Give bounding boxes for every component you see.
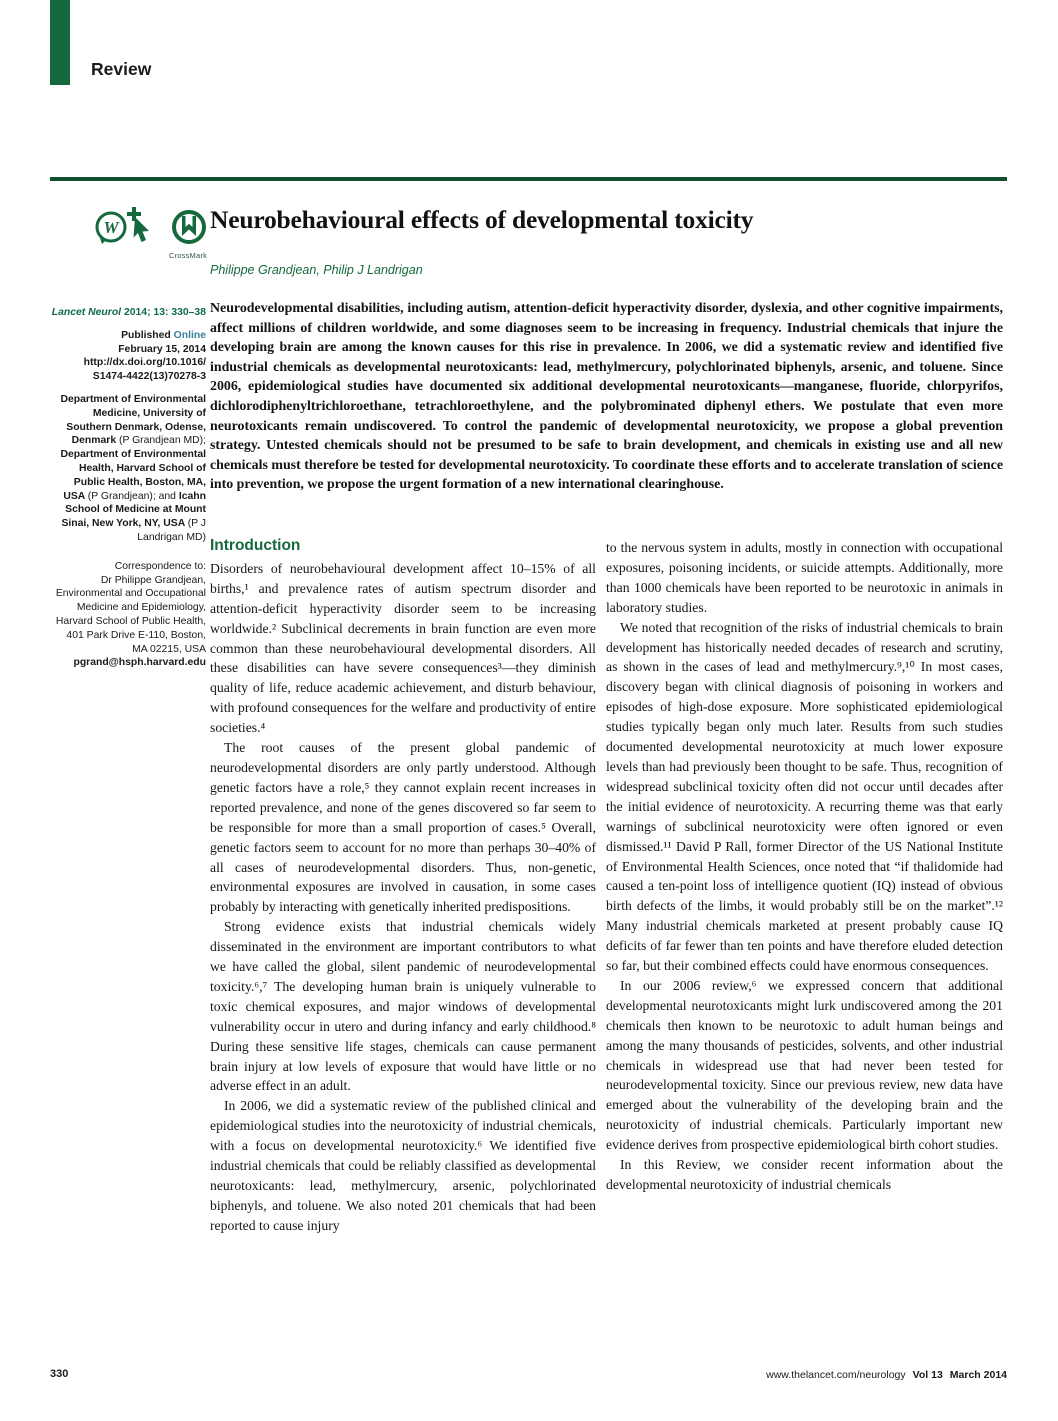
body-column-2 [606,538,1003,1195]
section-color-bar [50,0,70,85]
journal-citation [50,306,206,320]
affiliation-2: Department of Environmental Health, Harvard School of Public Health, Boston, MA, USA [60,449,206,502]
intro-paragraph: to the nervous system in adults, mostly in connection with occupational exposures, poisoning incidents, or suicide attempts. Additionally, more than 1000 chemicals have been reported to be neurotoxic in animals in laboratory studies. [606,540,1003,615]
doi-line-2[interactable]: S1474-4422(13)70278-3 [92,371,206,383]
affiliation-1-author: (P Grandjean MD); [118,435,206,447]
intro-paragraph: Strong evidence exists that industrial chemicals widely disseminated in the environment are important contributors to what we have called the global, silent pandemic of neurodevelopmental toxicity.⁶,⁷ The developing human brain is uniquely vulnerable to toxic chemical exposures, and major windows of developmental vulnerability occur in utero and during infancy and early childhood.⁸ During these sensitive life stages, chemicals can cause permanent brain injury at low levels of exposure that would have little or no adverse effect in an adult. [210,919,596,1094]
intro-paragraph: We noted that recognition of the risks of industrial chemicals to brain development has historically needed decades of research and scrutiny, as shown in the cases of lead and methylmercury.⁹,¹⁰ In most cases, discovery began with clinical diagnosis of poisoning in workers and episodes of high-dose exposure. More sophisticated epidemiological studies typically began only much later. Results from such studies documented developmental neurotoxicity at much lower exposure levels than had previously been thought to be safe. Thus, recognition of widespread subclinical toxicity often did not occur until decades after the initial evidence of neurotoxicity. A recurring theme was that early warnings of subclinical neurotoxicity were often ignored or even dismissed.¹¹ David P Rall, former Director of the US National Institute of Environmental Health Sciences, once noted that “if thalidomide had caused a ten-point loss of intelligence quotient (IQ) instead of obvious birth defects of the limbs, it would probably still be on the market”.¹² Many industrial chemicals marketed at present probably cause IQ deficits of far fewer than ten points and have therefore eluded detection so far, but their combined effects could have enormous consequences. [606,619,1003,974]
citation-journal-name: Lancet Neurol [51,307,122,318]
plus-icon [127,207,141,221]
cursor-arrow-icon [134,217,150,242]
intro-paragraph: Disorders of neurobehavioural development affect 10–15% of all births,¹ and prevalence rates of autism spectrum disorder and attention-deficit hyperactivity disorder seem to be increasing worldwide.² Subclinical decrements in brain function are even more common than these neurobehavioural developmental disorders. All these disabilities can have severe consequences³—they diminish quality of life, reduce academic achievement, and disturb behaviour, with profound consequences for the welfare and productivity of entire societies.⁴ [210,560,596,736]
title-divider-rule [50,177,1007,181]
affiliation-3-author: (P J Landrigan MD) [137,518,206,543]
intro-paragraph: In 2006, we did a systematic review of the published clinical and epidemiological studies into the neurotoxicity of industrial chemicals, with a focus on developmental neurotoxicity.⁶ We identified five industrial chemicals that could be reliably classified as developmental neurotoxicants: lead, methylmercury, arsenic, polychlorinated biphenyls, and toluene. We also noted 201 chemicals that had been reported to cause injury [210,1098,596,1233]
footer-journal-info [766,1369,1007,1381]
article-authors: Philippe Grandjean, Philip J Landrigan [210,263,423,277]
header-logos [92,201,208,263]
web-extra-icon [97,213,125,244]
correspondence-block [50,560,206,670]
published-line [50,329,206,343]
crossmark-label: CrossMark [168,251,208,260]
journal-url[interactable]: www.thelancet.com/neurology [766,1369,906,1381]
intro-paragraph: The root causes of the present global pandemic of neurodevelopmental disorders are only partly understood. Although genetic factors have a role,⁵ they cannot explain recent increases in reported prevalence, and none of the genes discovered so far seem to be responsible for more than a small proportion of cases.⁵ Overall, genetic factors seem to account for no more than perhaps 30–40% of all cases of neurodevelopmental disorders. Thus, non-genetic, environmental exposures are involved in causation, in some cases probably by interacting with genetically inherited predispositions. [210,740,596,915]
published-online-link[interactable]: Online [173,329,206,341]
page-number: 330 [50,1368,69,1380]
intro-paragraph: In this Review, we consider recent information about the developmental neurotoxicity of industrial chemicals [606,1157,1003,1192]
logos-svg [92,201,224,249]
affiliation-3: Icahn School of Medicine at Mount Sinai, New York, NY, USA [61,490,206,530]
published-date: February 15, 2014 [118,343,206,355]
correspondence-email[interactable]: pgrand@hsph.harvard.edu [73,657,206,669]
doi-line-1[interactable]: http://dx.doi.org/10.1016/ [83,357,206,369]
correspondence-label: Correspondence to: [114,560,206,572]
affiliation-2-author: (P Grandjean); and [87,490,179,502]
metadata-sidebar [50,306,206,679]
article-abstract: Neurodevelopmental disabilities, including autism, attention-deficit hyperactivity disorder, dyslexia, and other cognitive impairments, affect millions of children worldwide, and some diagnoses seem to be increasing in frequency. Industrial chemicals that injure the developing brain are among the known causes for this rise in prevalence. In 2006, we did a systematic review and identified five industrial chemicals as developmental neurotoxicants: lead, methylmercury, polychlorinated biphenyls, arsenic, and toluene. Since 2006, epidemiological studies have documented six additional developmental neurotoxicants—manganese, fluoride, chlorpyrifos, dichlorodiphenyltrichloroethane, tetrachloroethylene, and the polybrominated diphenyl ethers. We postulate that even more neurotoxicants remain undiscovered. To control the pandemic of developmental neurotoxicity, we propose a global prevention strategy. Untested chemicals should not be presumed to be safe to brain development, and chemicals in existing use and all new chemicals must therefore be tested for developmental neurotoxicity. To coordinate these efforts and to accelerate translation of science into prevention, we propose the urgent formation of a new international clearinghouse. [210,301,1003,493]
svg-text:W: W [103,218,119,237]
correspondence-address: Dr Philippe Grandjean, Environmental and Occupational Medicine and Epidemiology, Harvard School of Public Health, 401 Park Drive E-110, Boston, MA 02215, USA [55,574,206,655]
article-title: Neurobehavioural effects of developmental toxicity [210,205,754,234]
body-column-1 [210,536,596,1236]
introduction-heading: Introduction [210,537,301,554]
intro-paragraph: In our 2006 review,⁶ we expressed concern that additional developmental neurotoxicants might lurk undiscovered among the 201 chemicals then known to be neurotoxic to adult human beings and among the many thousands of pesticides, solvents, and other industrial chemicals in widespread use that had never been tested for neurodevelopmental toxicity. Since our previous review, new data have emerged about the vulnerability of the developing brain and the neurotoxicity of industrial chemicals. Particularly important new evidence derives from prospective epidemiological birth cohort studies. [606,977,1003,1153]
issue-date: March 2014 [949,1369,1007,1381]
volume-label: Vol 13 [912,1369,943,1381]
published-prefix: Published [121,329,174,341]
author-affiliations [50,393,206,545]
citation-volume-pages: 2014; 13: 330–38 [121,307,206,318]
affiliation-1: Department of Environmental Medicine, University of Southern Denmark, Odense, Denmark [60,393,206,447]
crossmark-icon [174,212,204,242]
section-label: Review [91,59,152,79]
publication-info [50,329,206,384]
